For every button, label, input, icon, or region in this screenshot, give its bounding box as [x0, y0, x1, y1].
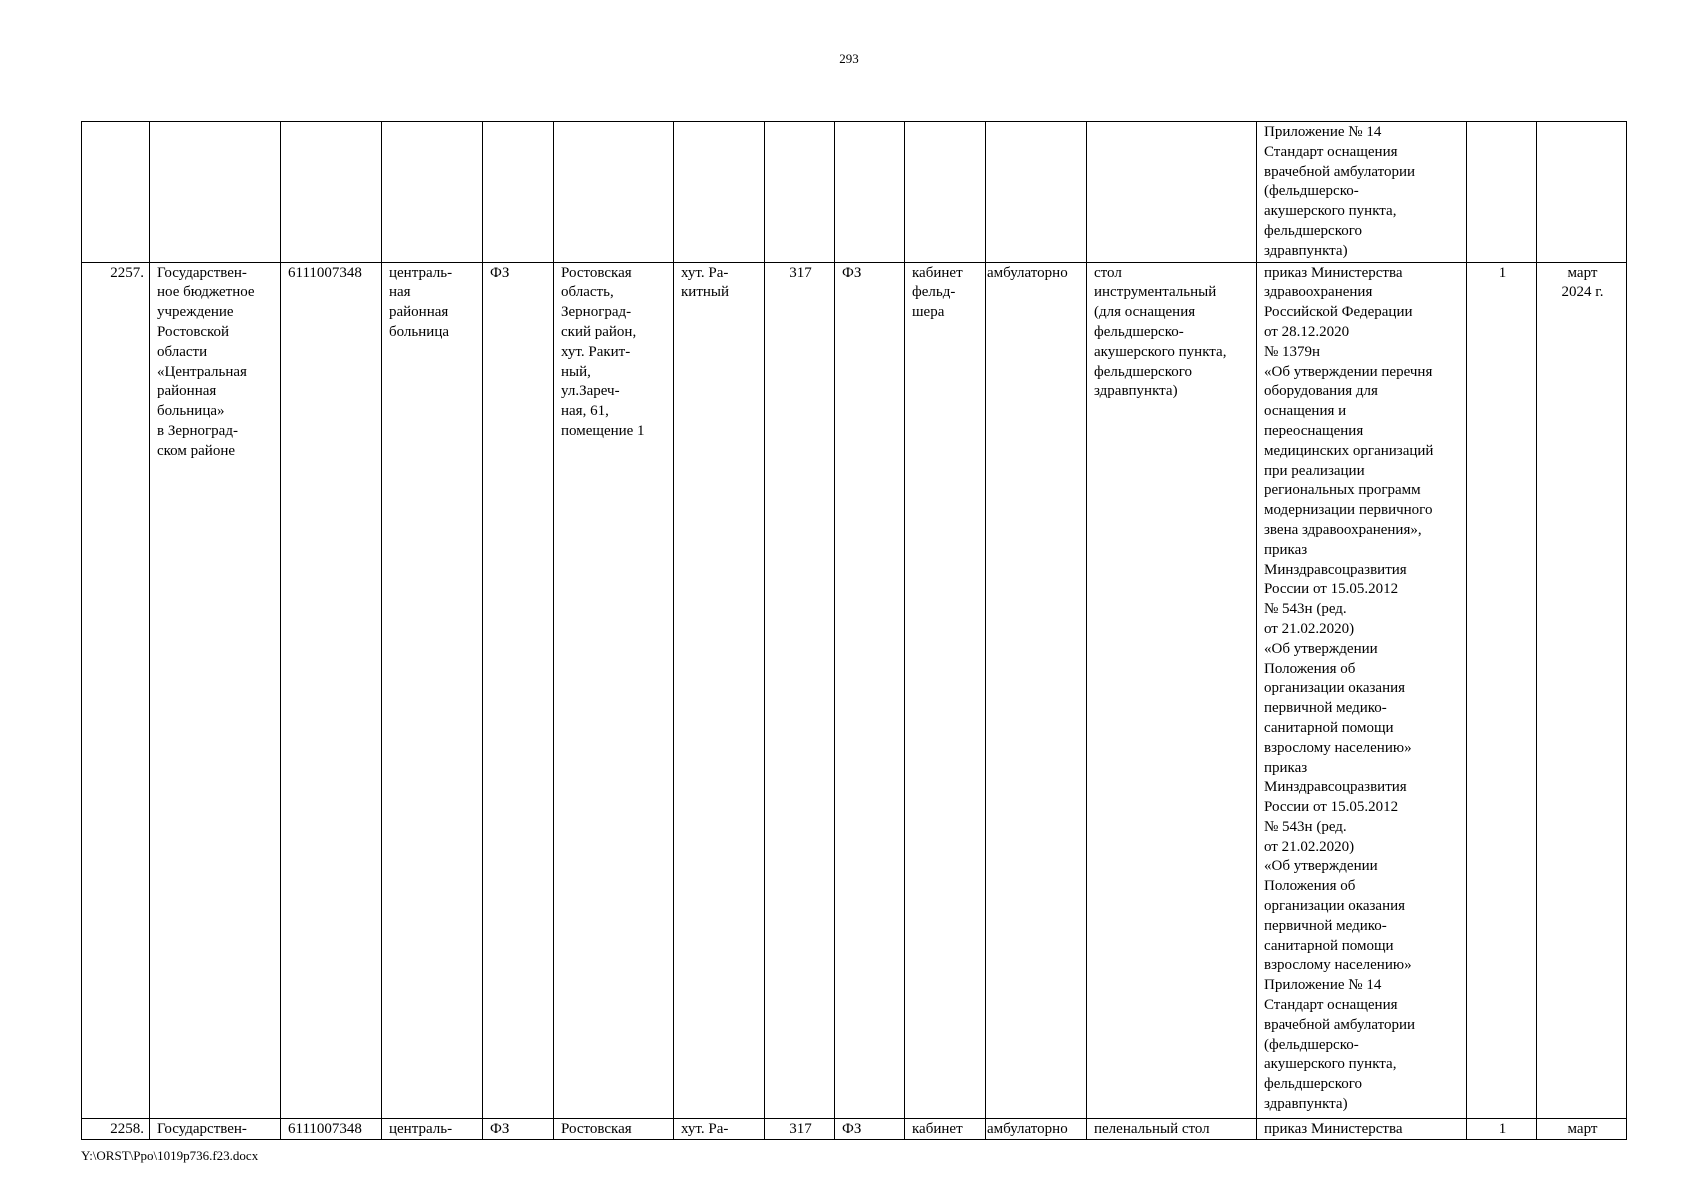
- equipment-table: [81, 121, 1627, 1140]
- cell-settlement: [674, 122, 765, 263]
- cell-room: кабинет фельд- шера: [905, 262, 986, 1118]
- cell-address: Ростовская: [554, 1118, 674, 1140]
- table-row-2258: [82, 1118, 1627, 1140]
- cell-equipment: стол инструментальный (для оснащения фельдшерско- акушерского пункта, фельдшерского здравпункта): [1087, 262, 1257, 1118]
- table-row-continuation: [82, 122, 1627, 263]
- cell-population: 317: [765, 262, 835, 1118]
- cell-deadline: март 2024 г.: [1537, 262, 1627, 1118]
- cell-quantity: 1: [1467, 262, 1537, 1118]
- cell-number: 2257.: [82, 262, 150, 1118]
- cell-org: Государствен-: [150, 1118, 281, 1140]
- table-row-2257: [82, 262, 1627, 1118]
- cell-legal-basis: приказ Министерства: [1257, 1118, 1467, 1140]
- cell-inn: 6111007348: [281, 262, 382, 1118]
- cell-deadline: март: [1537, 1118, 1627, 1140]
- cell-address: Ростовская область, Зерноград- ский район, хут. Ракит- ный, ул.Зареч- ная, 61, помещение 1: [554, 262, 674, 1118]
- cell-address: [554, 122, 674, 263]
- cell-fz1: [483, 122, 554, 263]
- cell-equipment: [1087, 122, 1257, 263]
- cell-fz2: ФЗ: [835, 1118, 905, 1140]
- cell-fz2: [835, 122, 905, 263]
- cell-settlement: хут. Ра-: [674, 1118, 765, 1140]
- cell-type: централь- ная районная больница: [382, 262, 483, 1118]
- page-number: 293: [839, 51, 859, 66]
- cell-fz2: ФЗ: [835, 262, 905, 1118]
- cell-population: [765, 122, 835, 263]
- cell-care: [986, 122, 1087, 263]
- cell-number: 2258.: [82, 1118, 150, 1140]
- cell-number: [82, 122, 150, 263]
- cell-inn: [281, 122, 382, 263]
- cell-room: [905, 122, 986, 263]
- cell-quantity: [1467, 122, 1537, 263]
- cell-legal-basis: Приложение № 14 Стандарт оснащения врачебной амбулатории (фельдшерско- акушерского пункта, фельдшерского здравпункта): [1257, 122, 1467, 263]
- cell-inn: 6111007348: [281, 1118, 382, 1140]
- cell-fz1: ФЗ: [483, 1118, 554, 1140]
- footer-file-path: Y:\ORST\Ppo\1019p736.f23.docx: [81, 1148, 259, 1163]
- cell-population: 317: [765, 1118, 835, 1140]
- cell-settlement: хут. Ра- китный: [674, 262, 765, 1118]
- cell-org: [150, 122, 281, 263]
- cell-equipment: пеленальный стол: [1087, 1118, 1257, 1140]
- cell-org: Государствен- ное бюджетное учреждение Ростовской области «Центральная районная больница» в Зерноград- ском районе: [150, 262, 281, 1118]
- cell-care: амбулаторно: [986, 262, 1087, 1118]
- cell-type: [382, 122, 483, 263]
- cell-room: кабинет: [905, 1118, 986, 1140]
- cell-quantity: 1: [1467, 1118, 1537, 1140]
- cell-care: амбулаторно: [986, 1118, 1087, 1140]
- cell-legal-basis: приказ Министерства здравоохранения Российской Федерации от 28.12.2020 № 1379н «Об утверждении перечня оборудования для оснащения и переоснащения медицинских организаций при реализации региональных программ модернизации первичного звена здравоохранения», приказ Минздравсоцразвития России от 15.05.2012 № 543н (ред. от 21.02.2020) «Об утверждении Положения об организации оказания первичной медико- санитарной помощи взрослому населению» приказ Минздравсоцразвития России от 15.05.2012 № 543н (ред. от 21.02.2020) «Об утверждении Положения об организации оказания первичной медико- санитарной помощи взрослому населению» Приложение № 14 Стандарт оснащения врачебной амбулатории (фельдшерско- акушерского пункта, фельдшерского здравпункта): [1257, 262, 1467, 1118]
- cell-type: централь-: [382, 1118, 483, 1140]
- cell-deadline: [1537, 122, 1627, 263]
- cell-fz1: ФЗ: [483, 262, 554, 1118]
